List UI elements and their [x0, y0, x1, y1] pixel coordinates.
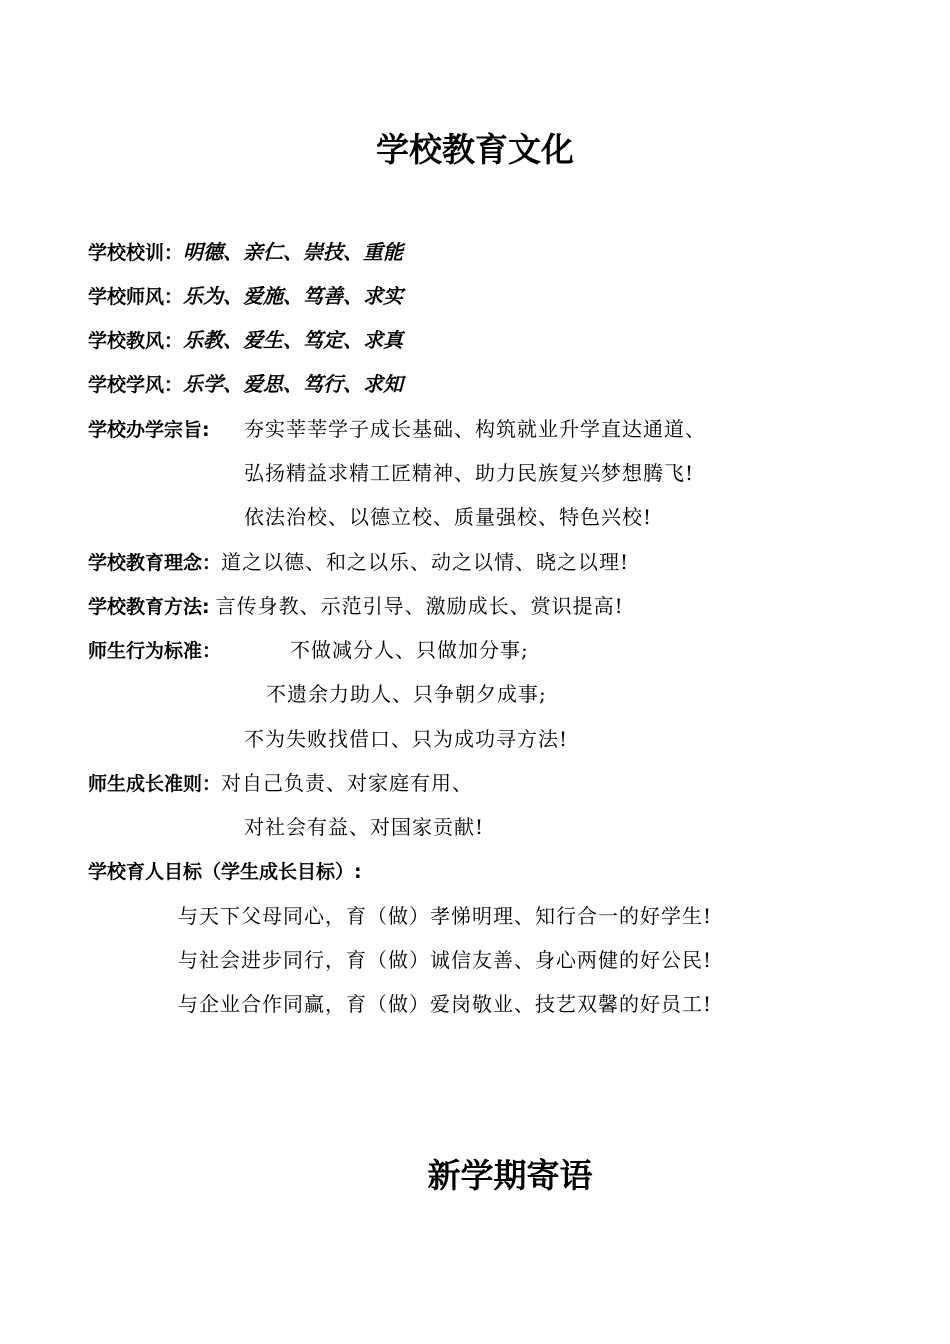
education-goal-line: 与社会进步同行，育（做）诚信友善、身心两健的好公民!	[178, 948, 713, 972]
study-style-row	[88, 370, 403, 398]
school-purpose-row	[88, 415, 210, 443]
school-purpose-line: 夯实莘莘学子成长基础、构筑就业升学直达通道、	[244, 417, 706, 441]
growth-rule-line: 对自己负责、对家庭有用、	[221, 771, 474, 795]
education-philosophy-row	[88, 548, 629, 576]
teaching-style-value: 乐教、爱生、笃定、求真	[183, 328, 404, 352]
behavior-standard-label: 师生行为标准：	[88, 640, 222, 662]
teaching-style-row	[88, 326, 403, 354]
study-style-value: 乐学、爱思、笃行、求知	[183, 372, 404, 396]
education-goal-row	[88, 857, 362, 885]
study-style-label: 学校学风：	[88, 374, 184, 396]
education-goal-line: 与企业合作同赢，育（做）爱岗敬业、技艺双馨的好员工!	[178, 992, 713, 1016]
behavior-standard-row	[88, 636, 221, 664]
growth-rule-label: 师生成长准则：	[88, 773, 222, 795]
behavior-standard-line: 不为失败找借口、只为成功寻方法!	[244, 727, 569, 751]
education-goal-label: 学校育人目标（学生成长目标）:	[88, 861, 362, 883]
education-method-row	[88, 592, 624, 620]
school-motto-label: 学校校训：	[88, 242, 184, 264]
growth-rule-line: 对社会有益、对国家贡献!	[244, 815, 485, 839]
education-method-label: 学校教育方法:	[88, 596, 210, 618]
teaching-style-label: 学校教风：	[88, 330, 184, 352]
page-title: 学校教育文化	[376, 130, 574, 169]
teacher-style-value: 乐为、爱施、笃善、求实	[183, 284, 404, 308]
growth-rule-row	[88, 769, 473, 797]
school-purpose-label: 学校办学宗旨:	[88, 419, 210, 441]
education-goal-line: 与天下父母同心，育（做）孝悌明理、知行合一的好学生!	[178, 904, 713, 928]
section-title: 新学期寄语	[427, 1156, 593, 1195]
school-purpose-line: 弘扬精益求精工匠精神、助力民族复兴梦想腾飞!	[244, 461, 695, 485]
school-motto-value: 明德、亲仁、崇技、重能	[183, 240, 404, 264]
behavior-standard-line: 不遗余力助人、只争朝夕成事;	[266, 682, 547, 706]
behavior-standard-line: 不做减分人、只做加分事;	[290, 638, 529, 662]
school-purpose-line: 依法治校、以德立校、质量强校、特色兴校!	[244, 505, 653, 529]
school-motto-row	[88, 238, 403, 266]
education-method-value: 言传身教、示范引导、激励成长、赏识提高!	[215, 594, 624, 618]
education-philosophy-value: 道之以德、和之以乐、动之以情、晓之以理!	[221, 550, 630, 574]
teacher-style-row	[88, 282, 403, 310]
education-philosophy-label: 学校教育理念：	[88, 552, 222, 574]
teacher-style-label: 学校师风：	[88, 286, 184, 308]
